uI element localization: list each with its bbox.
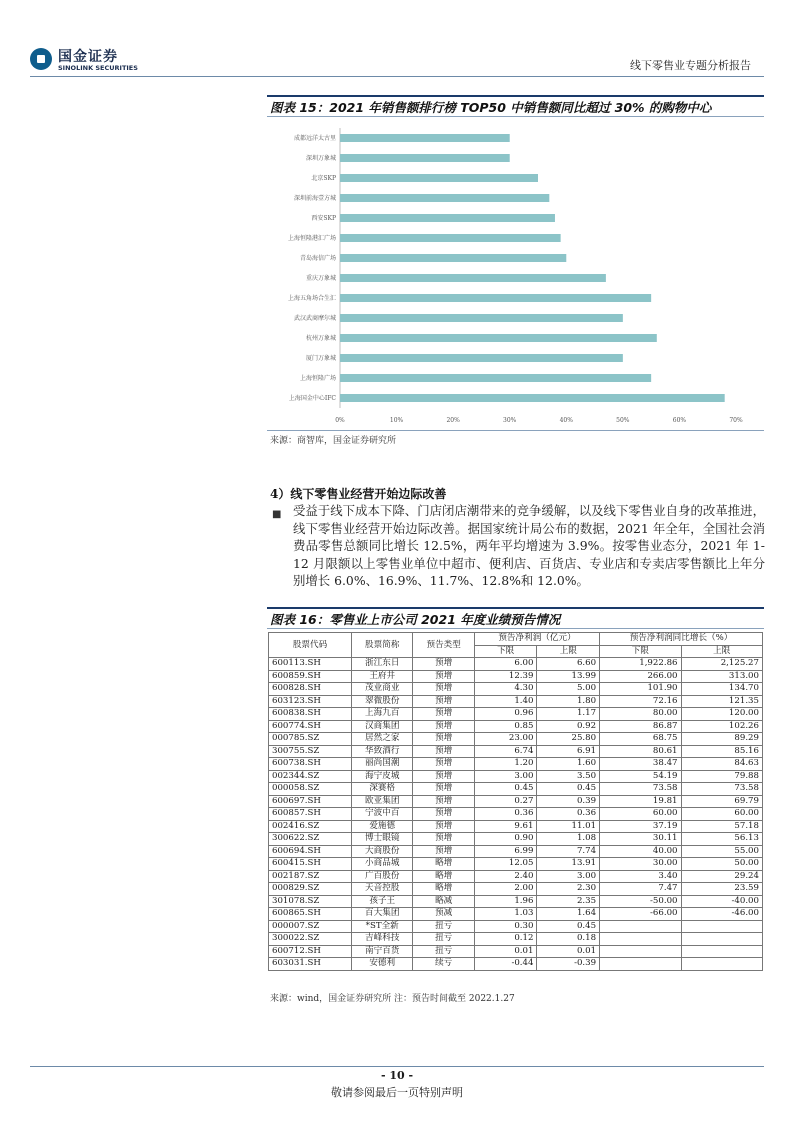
cell-type: 预增: [413, 783, 474, 796]
cell-profit-high: 1.08: [537, 833, 600, 846]
cell-profit-high: 2.35: [537, 895, 600, 908]
col-header-profit: 预告净利润（亿元）: [474, 633, 599, 646]
cell-profit-low: 0.01: [474, 945, 537, 958]
col-header-code: 股票代码: [269, 633, 352, 658]
cell-code: 300622.SZ: [269, 833, 352, 846]
cell-growth-high: 57.18: [681, 820, 762, 833]
cell-profit-high: 1.64: [537, 908, 600, 921]
cell-code: 002344.SZ: [269, 770, 352, 783]
cell-type: 扭亏: [413, 920, 474, 933]
col-header-name: 股票简称: [352, 633, 413, 658]
col-header-profit-high: 上限: [537, 645, 600, 658]
cell-name: 安德利: [352, 958, 413, 971]
cell-growth-low: [600, 945, 681, 958]
cell-type: 预增: [413, 770, 474, 783]
cell-growth-high: -40.00: [681, 895, 762, 908]
table-row: [269, 820, 763, 833]
cell-name: 王府井: [352, 670, 413, 683]
cell-code: 000785.SZ: [269, 733, 352, 746]
category-label: 上海国金中心IFC: [288, 395, 336, 402]
cell-profit-high: 1.17: [537, 708, 600, 721]
cell-growth-high: 60.00: [681, 808, 762, 821]
x-tick-label: 30%: [503, 417, 517, 424]
cell-growth-low: -66.00: [600, 908, 681, 921]
logo-icon: [30, 48, 52, 70]
cell-name: 丽尚国潮: [352, 758, 413, 771]
cell-code: 600697.SH: [269, 795, 352, 808]
bar: [340, 294, 651, 302]
cell-profit-high: 1.60: [537, 758, 600, 771]
cell-growth-low: 266.00: [600, 670, 681, 683]
cell-profit-high: 3.50: [537, 770, 600, 783]
cell-type: 预增: [413, 683, 474, 696]
x-tick-label: 0%: [335, 417, 345, 424]
cell-growth-low: 19.81: [600, 795, 681, 808]
cell-name: 孩子王: [352, 895, 413, 908]
table-row: [269, 858, 763, 871]
category-label: 重庆万象城: [305, 275, 336, 282]
page-number: - 10 -: [380, 1069, 414, 1082]
category-label: 成都远洋太古里: [293, 135, 336, 142]
cell-growth-high: 73.58: [681, 783, 762, 796]
cell-type: 扭亏: [413, 945, 474, 958]
cell-growth-high: [681, 920, 762, 933]
cell-profit-high: 6.60: [537, 658, 600, 671]
cell-profit-high: 25.80: [537, 733, 600, 746]
cell-profit-high: 1.80: [537, 695, 600, 708]
cell-growth-low: 30.11: [600, 833, 681, 846]
cell-growth-high: 120.00: [681, 708, 762, 721]
cell-growth-low: [600, 933, 681, 946]
category-label: 上海恒隆港汇广场: [287, 235, 336, 242]
cell-profit-low: 4.30: [474, 683, 537, 696]
cell-type: 续亏: [413, 958, 474, 971]
figure15-title: 图表 15：2021 年销售额排行榜 TOP50 中销售额同比超过 30% 的购物中心: [270, 100, 712, 115]
cell-name: 浙江东日: [352, 658, 413, 671]
cell-growth-low: 30.00: [600, 858, 681, 871]
figure15-source: 来源：商智库，国金证券研究所: [270, 436, 397, 446]
cell-type: 预增: [413, 745, 474, 758]
cell-type: 预减: [413, 908, 474, 921]
table-row: [269, 870, 763, 883]
cell-growth-high: [681, 958, 762, 971]
category-label: 深圳万象城: [305, 155, 336, 162]
cell-code: 002416.SZ: [269, 820, 352, 833]
cell-code: 002187.SZ: [269, 870, 352, 883]
cell-type: 略减: [413, 895, 474, 908]
category-label: 厦门万象城: [305, 355, 336, 362]
cell-name: 华致酒行: [352, 745, 413, 758]
figure16-source: 来源：wind，国金证券研究所 注：预告时间截至 2022.1.27: [270, 994, 515, 1004]
cell-name: 茂业商业: [352, 683, 413, 696]
category-label: 青岛海信广场: [299, 255, 336, 262]
logo-name-en: SINOLINK SECURITIES: [58, 64, 138, 72]
table-row: [269, 920, 763, 933]
cell-name: 天音控股: [352, 883, 413, 896]
cell-growth-high: 313.00: [681, 670, 762, 683]
cell-profit-low: 0.12: [474, 933, 537, 946]
section-heading: 4）线下零售业经营开始边际改善: [270, 487, 447, 501]
cell-growth-low: 101.90: [600, 683, 681, 696]
col-header-type: 预告类型: [413, 633, 474, 658]
cell-profit-high: 11.01: [537, 820, 600, 833]
table-row: [269, 833, 763, 846]
cell-type: 预增: [413, 695, 474, 708]
figure16-title: 图表 16：零售业上市公司 2021 年度业绩预告情况: [270, 612, 561, 627]
cell-profit-high: 13.91: [537, 858, 600, 871]
category-label: 北京SKP: [311, 175, 336, 182]
cell-profit-low: 6.74: [474, 745, 537, 758]
cell-name: 百大集团: [352, 908, 413, 921]
table-row: [269, 933, 763, 946]
table-row: [269, 895, 763, 908]
cell-profit-low: -0.44: [474, 958, 537, 971]
cell-growth-low: 1,922.86: [600, 658, 681, 671]
cell-type: 预增: [413, 658, 474, 671]
cell-profit-low: 12.05: [474, 858, 537, 871]
cell-growth-low: 54.19: [600, 770, 681, 783]
cell-profit-high: 0.18: [537, 933, 600, 946]
x-tick-label: 50%: [616, 417, 630, 424]
bar: [340, 234, 561, 242]
cell-code: 600415.SH: [269, 858, 352, 871]
table-row: [269, 720, 763, 733]
figure15-top-rule: [267, 95, 764, 97]
x-tick-label: 40%: [559, 417, 573, 424]
earnings-forecast-table: [268, 632, 763, 971]
table-row: [269, 695, 763, 708]
cell-type: 预增: [413, 833, 474, 846]
cell-profit-high: 0.45: [537, 783, 600, 796]
cell-name: *ST全新: [352, 920, 413, 933]
bar: [340, 174, 538, 182]
cell-growth-high: 79.88: [681, 770, 762, 783]
report-title: 线下零售业专题分析报告: [630, 59, 751, 72]
cell-code: 600859.SH: [269, 670, 352, 683]
cell-growth-high: 84.63: [681, 758, 762, 771]
cell-growth-low: 68.75: [600, 733, 681, 746]
cell-growth-high: 89.29: [681, 733, 762, 746]
cell-growth-high: 134.70: [681, 683, 762, 696]
bullet-marker: ■: [272, 509, 282, 520]
bar: [340, 214, 555, 222]
col-header-growth-high: 上限: [681, 645, 762, 658]
cell-code: 000058.SZ: [269, 783, 352, 796]
cell-profit-low: 0.45: [474, 783, 537, 796]
cell-growth-low: 37.19: [600, 820, 681, 833]
cell-profit-low: 6.99: [474, 845, 537, 858]
cell-code: 600712.SH: [269, 945, 352, 958]
cell-code: 000007.SZ: [269, 920, 352, 933]
bar: [340, 354, 623, 362]
cell-profit-high: 0.45: [537, 920, 600, 933]
cell-growth-high: 55.00: [681, 845, 762, 858]
category-label: 上海恒隆广场: [299, 375, 336, 382]
cell-growth-low: 60.00: [600, 808, 681, 821]
cell-profit-high: 5.00: [537, 683, 600, 696]
col-header-growth-low: 下限: [600, 645, 681, 658]
cell-profit-low: 12.39: [474, 670, 537, 683]
cell-type: 预增: [413, 820, 474, 833]
table-row: [269, 683, 763, 696]
cell-profit-low: 0.96: [474, 708, 537, 721]
table-row: [269, 758, 763, 771]
cell-growth-high: 102.26: [681, 720, 762, 733]
cell-growth-low: [600, 958, 681, 971]
cell-code: 600828.SH: [269, 683, 352, 696]
bar: [340, 374, 651, 382]
cell-profit-high: 0.39: [537, 795, 600, 808]
category-label: 上海五角场合生汇: [287, 295, 336, 302]
logo-name-cn: 国金证券: [58, 49, 118, 65]
cell-growth-high: 121.35: [681, 695, 762, 708]
cell-profit-high: 0.01: [537, 945, 600, 958]
bar: [340, 154, 510, 162]
table-row: [269, 808, 763, 821]
table-row: [269, 958, 763, 971]
table-row: [269, 658, 763, 671]
cell-profit-low: 6.00: [474, 658, 537, 671]
bar: [340, 254, 566, 262]
cell-name: 汉商集团: [352, 720, 413, 733]
cell-growth-high: 85.16: [681, 745, 762, 758]
cell-type: 预增: [413, 845, 474, 858]
cell-code: 300755.SZ: [269, 745, 352, 758]
figure15-bar-chart: [270, 122, 764, 432]
bar: [340, 194, 549, 202]
cell-name: 居然之家: [352, 733, 413, 746]
cell-profit-low: 3.00: [474, 770, 537, 783]
cell-code: 600738.SH: [269, 758, 352, 771]
cell-code: 600857.SH: [269, 808, 352, 821]
category-label: 武汉武商摩尔城: [293, 315, 336, 322]
cell-code: 600838.SH: [269, 708, 352, 721]
cell-profit-high: 7.74: [537, 845, 600, 858]
cell-growth-low: 7.47: [600, 883, 681, 896]
bar: [340, 134, 510, 142]
table-row: [269, 733, 763, 746]
cell-code: 600694.SH: [269, 845, 352, 858]
cell-name: 吉峰科技: [352, 933, 413, 946]
bar: [340, 334, 657, 342]
cell-code: 600113.SH: [269, 658, 352, 671]
category-label: 杭州万象城: [305, 335, 336, 342]
cell-growth-high: -46.00: [681, 908, 762, 921]
cell-growth-high: 2,125.27: [681, 658, 762, 671]
cell-type: 预增: [413, 708, 474, 721]
cell-profit-high: 13.99: [537, 670, 600, 683]
cell-name: 海宁皮城: [352, 770, 413, 783]
cell-growth-low: 73.58: [600, 783, 681, 796]
cell-code: 600865.SH: [269, 908, 352, 921]
cell-name: 博士眼镜: [352, 833, 413, 846]
cell-type: 略增: [413, 883, 474, 896]
cell-profit-low: 0.36: [474, 808, 537, 821]
cell-code: 603031.SH: [269, 958, 352, 971]
bar: [340, 394, 725, 402]
cell-profit-high: 3.00: [537, 870, 600, 883]
table-row: [269, 770, 763, 783]
cell-profit-high: 2.30: [537, 883, 600, 896]
cell-name: 小商品城: [352, 858, 413, 871]
cell-name: 广百股份: [352, 870, 413, 883]
cell-profit-low: 9.61: [474, 820, 537, 833]
cell-profit-high: 0.36: [537, 808, 600, 821]
cell-profit-low: 2.00: [474, 883, 537, 896]
cell-name: 南宁百货: [352, 945, 413, 958]
cell-growth-high: 56.13: [681, 833, 762, 846]
cell-growth-low: 86.87: [600, 720, 681, 733]
cell-code: 603123.SH: [269, 695, 352, 708]
section-paragraph: 受益于线下成本下降、门店闭店潮带来的竞争缓解，以及线下零售业自身的改革推进，线下零售业经营开始边际改善。据国家统计局公布的数据，2021 年全年，全国社会消费品零售总额同比增长 12.5%，两年平均增速为 3.9%。按零售业态分，2021 年 1-12 月限额以上零售业单位中超市、便利店、百货店、专业店和专卖店零售额比上年分别增长 6.0%、16.9%、11.7%、12.8%和 12.0%。: [293, 503, 765, 589]
cell-type: 预增: [413, 720, 474, 733]
cell-growth-low: 80.00: [600, 708, 681, 721]
cell-profit-low: 1.20: [474, 758, 537, 771]
figure16-title-rule: [267, 628, 764, 629]
cell-growth-low: 40.00: [600, 845, 681, 858]
cell-type: 扭亏: [413, 933, 474, 946]
cell-type: 预增: [413, 670, 474, 683]
cell-type: 预增: [413, 758, 474, 771]
table-row: [269, 845, 763, 858]
x-tick-label: 10%: [389, 417, 404, 424]
cell-growth-low: 72.16: [600, 695, 681, 708]
cell-growth-high: 29.24: [681, 870, 762, 883]
cell-type: 预增: [413, 795, 474, 808]
cell-growth-low: [600, 920, 681, 933]
cell-type: 预增: [413, 733, 474, 746]
cell-growth-low: -50.00: [600, 895, 681, 908]
cell-code: 600774.SH: [269, 720, 352, 733]
cell-profit-high: -0.39: [537, 958, 600, 971]
cell-name: 上海九百: [352, 708, 413, 721]
cell-growth-high: 23.59: [681, 883, 762, 896]
table-row: [269, 708, 763, 721]
cell-growth-high: 69.79: [681, 795, 762, 808]
table-row: [269, 795, 763, 808]
category-label: 西安SKP: [311, 215, 336, 222]
figure15-bottom-rule: [267, 430, 764, 431]
x-tick-label: 70%: [729, 417, 743, 424]
bar: [340, 314, 623, 322]
cell-profit-low: 2.40: [474, 870, 537, 883]
cell-code: 300022.SZ: [269, 933, 352, 946]
x-tick-label: 60%: [672, 417, 687, 424]
cell-profit-low: 0.30: [474, 920, 537, 933]
cell-growth-high: [681, 945, 762, 958]
cell-profit-low: 23.00: [474, 733, 537, 746]
cell-profit-low: 1.03: [474, 908, 537, 921]
cell-name: 欧亚集团: [352, 795, 413, 808]
header-divider: [30, 76, 764, 77]
table-row: [269, 883, 763, 896]
cell-type: 预增: [413, 808, 474, 821]
cell-growth-high: 50.00: [681, 858, 762, 871]
cell-code: 301078.SZ: [269, 895, 352, 908]
table-row: [269, 945, 763, 958]
cell-growth-high: [681, 933, 762, 946]
cell-name: 爱施德: [352, 820, 413, 833]
cell-profit-low: 0.27: [474, 795, 537, 808]
cell-profit-low: 0.90: [474, 833, 537, 846]
cell-growth-low: 3.40: [600, 870, 681, 883]
cell-name: 翠微股份: [352, 695, 413, 708]
table-row: [269, 783, 763, 796]
cell-name: 大商股份: [352, 845, 413, 858]
cell-name: 宁波中百: [352, 808, 413, 821]
x-tick-label: 20%: [446, 417, 460, 424]
footer-disclaimer: 敬请参阅最后一页特别声明: [331, 1086, 463, 1099]
cell-type: 略增: [413, 870, 474, 883]
cell-growth-low: 38.47: [600, 758, 681, 771]
figure16-top-rule: [267, 607, 764, 609]
cell-name: 深赛格: [352, 783, 413, 796]
table-row: [269, 908, 763, 921]
cell-profit-low: 0.85: [474, 720, 537, 733]
footer-divider: [30, 1066, 764, 1067]
cell-profit-low: 1.40: [474, 695, 537, 708]
figure15-title-rule: [267, 116, 764, 117]
cell-type: 略增: [413, 858, 474, 871]
table-row: [269, 670, 763, 683]
col-header-growth: 预告净利润同比增长（%）: [600, 633, 763, 646]
category-label: 深圳前海壹方城: [293, 195, 336, 202]
col-header-profit-low: 下限: [474, 645, 537, 658]
cell-growth-low: 80.61: [600, 745, 681, 758]
cell-code: 000829.SZ: [269, 883, 352, 896]
cell-profit-high: 0.92: [537, 720, 600, 733]
cell-profit-low: 1.96: [474, 895, 537, 908]
table-row: [269, 745, 763, 758]
bar: [340, 274, 606, 282]
cell-profit-high: 6.91: [537, 745, 600, 758]
